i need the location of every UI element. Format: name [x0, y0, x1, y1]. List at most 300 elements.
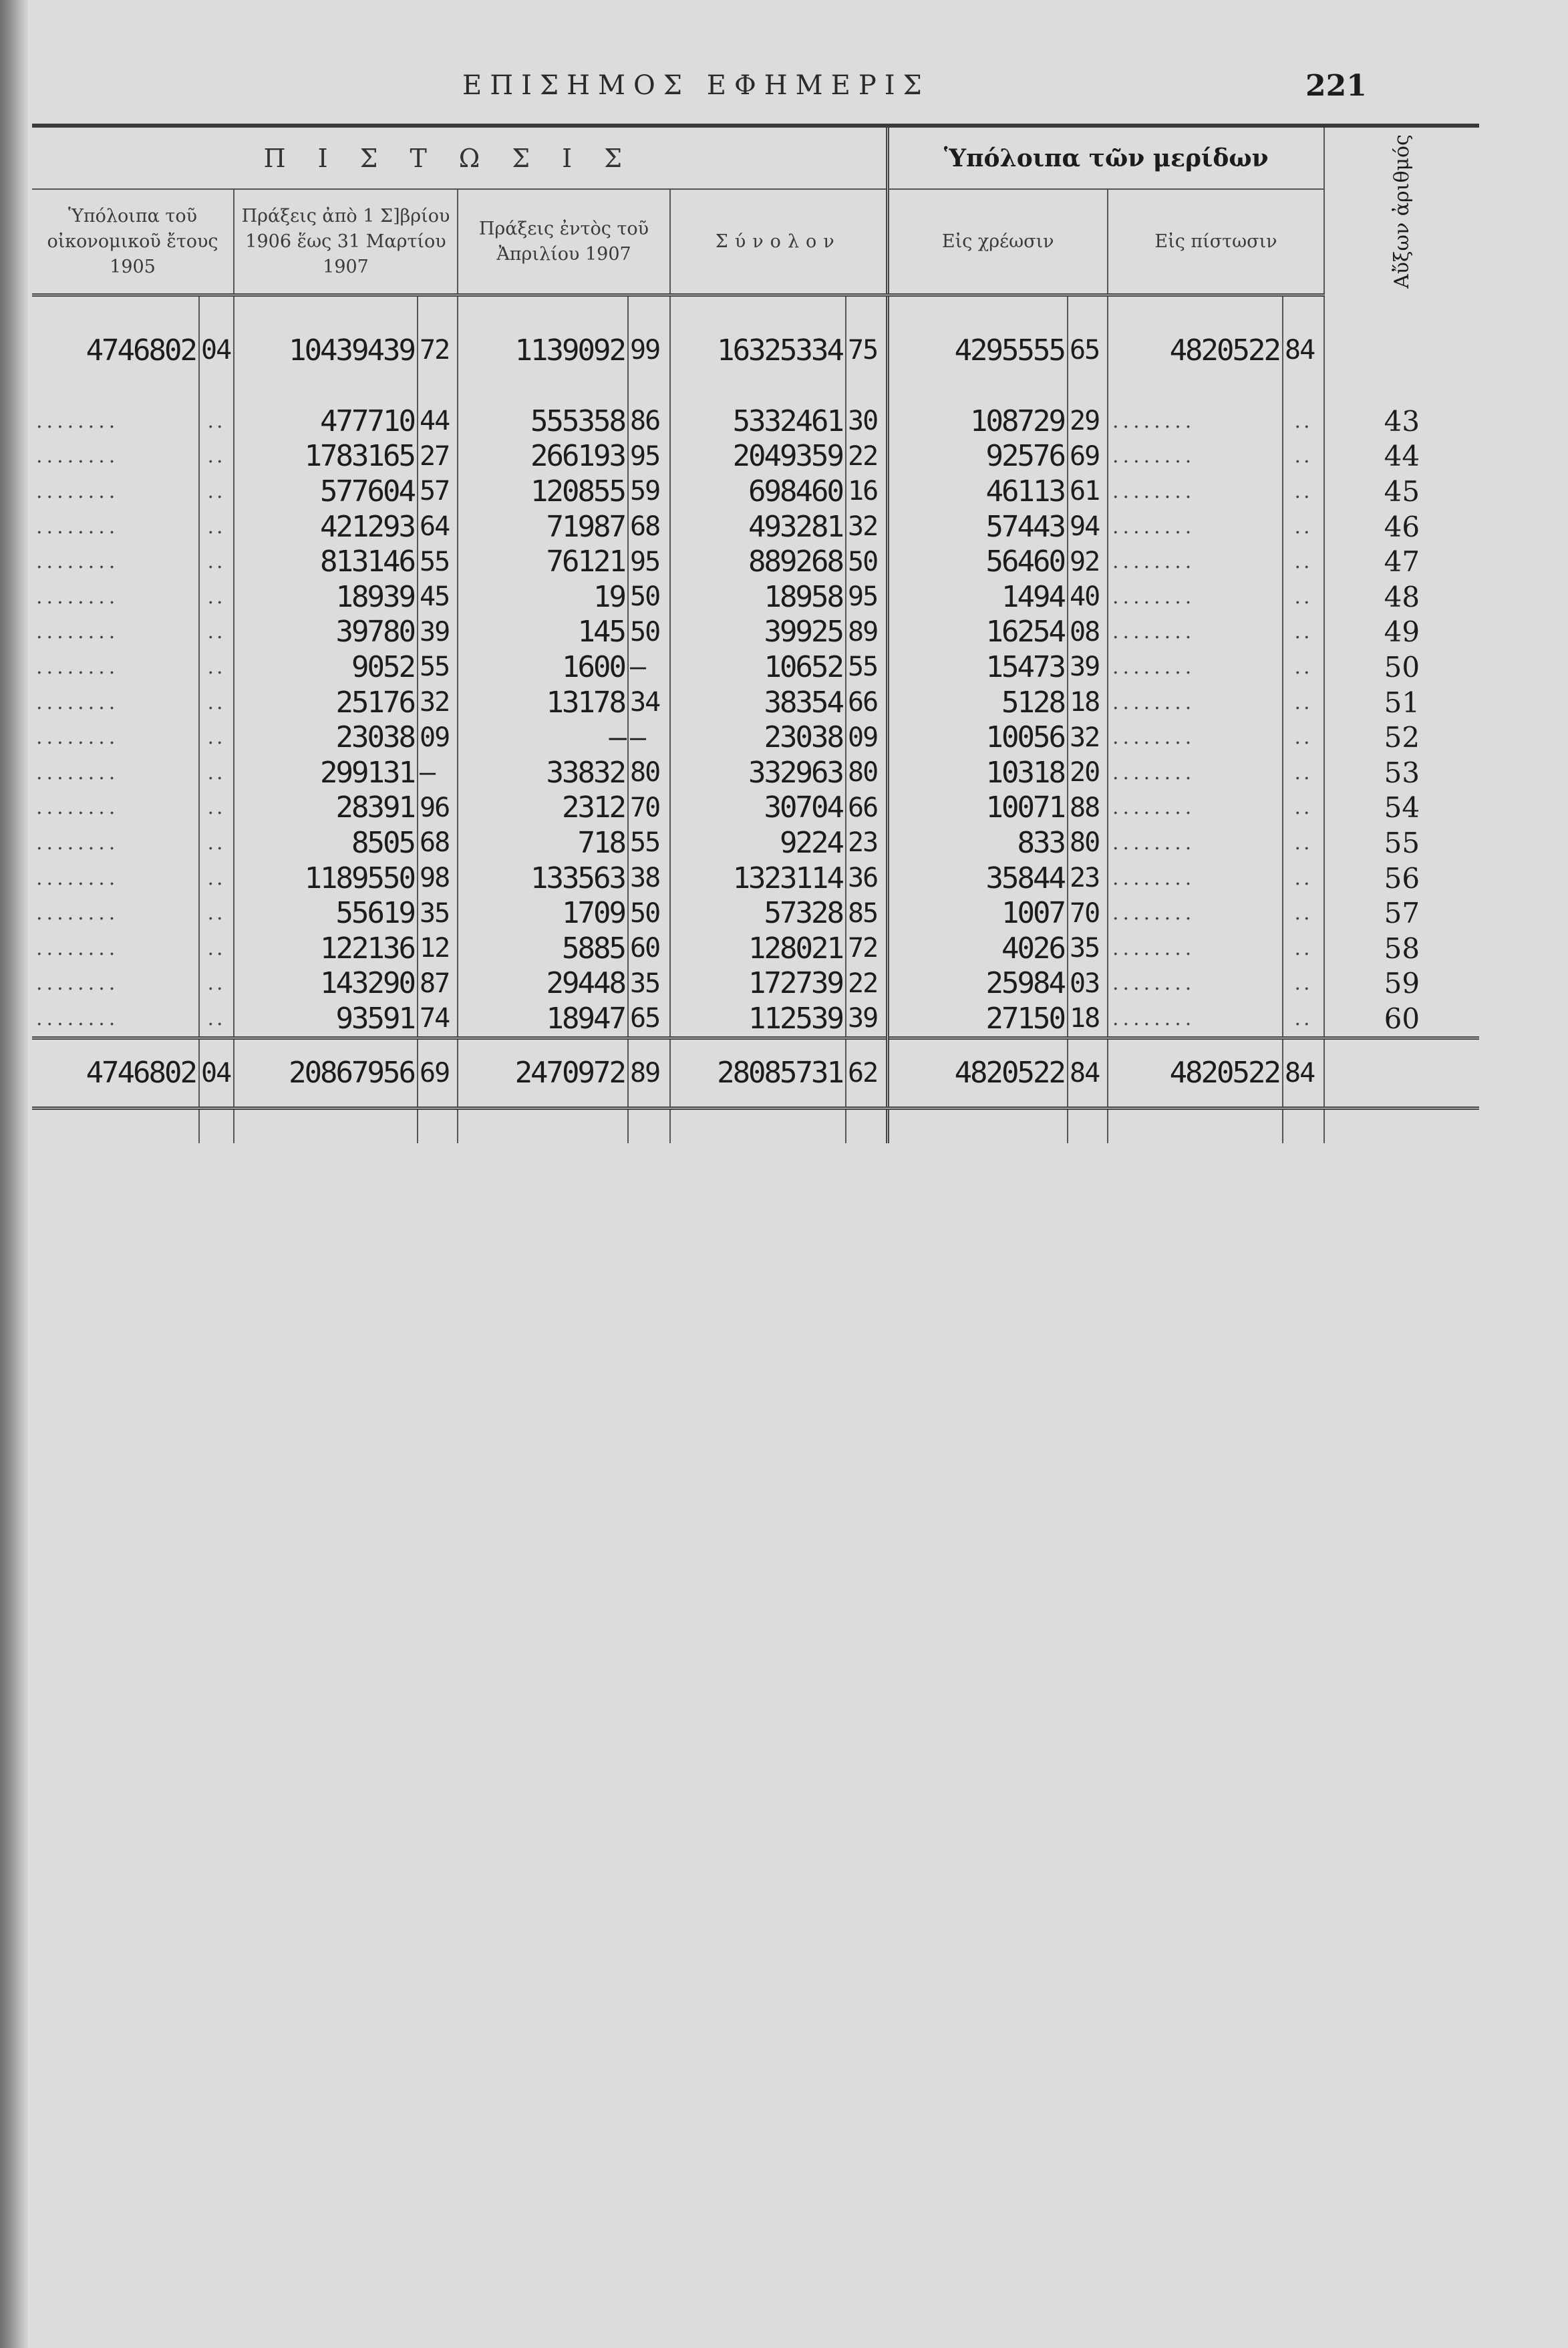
cell-amount: 10056	[887, 720, 1068, 755]
cell-dots: ..	[1283, 544, 1324, 579]
cell-amount: 9052	[234, 649, 418, 685]
cell-cents: 27	[418, 439, 458, 474]
ledger-body	[32, 295, 1479, 1038]
cell-amount: 55619	[234, 895, 418, 931]
cell-dots: ........	[36, 655, 120, 679]
table-row	[32, 544, 1479, 579]
cell-dots: ........	[1108, 931, 1283, 966]
cell-cents: 85	[846, 895, 887, 931]
cell-dots: ........	[36, 726, 120, 750]
cell-amount: 577604	[234, 474, 418, 509]
cell-dots: ........	[36, 515, 120, 539]
cell-dots: ........	[1108, 404, 1283, 439]
col-header-debit: Εἰς χρέωσιν	[887, 189, 1108, 295]
tail-cell	[1068, 1108, 1108, 1143]
cell-dots: ........	[36, 620, 120, 644]
cell-dots: ........	[36, 479, 120, 503]
cell-amount: 39925	[670, 615, 846, 650]
cell-dots: ..	[1283, 439, 1324, 474]
cell-index: 44	[1324, 439, 1479, 474]
cell-cents: 65	[628, 1001, 670, 1038]
cell-dots: ..	[1283, 579, 1324, 615]
cell-amount: 833	[887, 825, 1068, 861]
cell-amount: 10318	[887, 755, 1068, 790]
total-cents: 89	[628, 1038, 670, 1108]
header-pistosis: ΠΙΣΤΩΣΙΣ	[263, 143, 655, 173]
cell-amount: 1494	[887, 579, 1068, 615]
cell-amount: 145	[458, 615, 628, 650]
cell-amount: 112539	[670, 1001, 846, 1038]
cell-amount: 39780	[234, 615, 418, 650]
cell-dots: ..	[199, 649, 234, 685]
cell-amount: 25984	[887, 966, 1068, 1002]
cell-cents: 09	[846, 720, 887, 755]
cell-amount: 38354	[670, 685, 846, 720]
cell-amount: 1323114	[670, 861, 846, 896]
cell-dots: ..	[1283, 615, 1324, 650]
cell-amount: 76121	[458, 544, 628, 579]
col-header-credit: Εἰς πίστωσιν	[1108, 189, 1324, 295]
cell-dots: ..	[199, 825, 234, 861]
cell-amount: 25176	[234, 685, 418, 720]
cell-amount: 2049359	[670, 439, 846, 474]
cell-dots: ..	[199, 404, 234, 439]
cell-amount: 4746802	[86, 333, 196, 368]
header-column-row	[32, 189, 1479, 295]
cell-amount: 1189550	[234, 861, 418, 896]
total-amount: 2470972	[458, 1038, 628, 1108]
table-row	[32, 931, 1479, 966]
cell-amount: 16254	[887, 615, 1068, 650]
table-row	[32, 404, 1479, 439]
cell-cents: —	[628, 649, 670, 685]
cell-cents: 68	[418, 825, 458, 861]
cell-dots: ..	[199, 861, 234, 896]
cell-cents: 89	[846, 615, 887, 650]
cell-cents: 98	[418, 861, 458, 896]
cell-amount: 93591	[234, 1001, 418, 1038]
cell-cents: 35	[418, 895, 458, 931]
cell-index: 57	[1324, 895, 1479, 931]
cell-amount: 813146	[234, 544, 418, 579]
cell-index: 45	[1324, 474, 1479, 509]
cell-amount: 35844	[887, 861, 1068, 896]
tail-cell	[234, 1108, 418, 1143]
cell-cents: 50	[628, 895, 670, 931]
total-cents: 84	[1068, 1038, 1108, 1108]
cell-amount: 4026	[887, 931, 1068, 966]
cell-amount: 33832	[458, 755, 628, 790]
total-amount: 28085731	[670, 1038, 846, 1108]
cell-cents: 50	[628, 615, 670, 650]
cell-dots: ..	[1283, 895, 1324, 931]
cell-dots: ........	[36, 760, 120, 784]
cell-amount: 493281	[670, 509, 846, 545]
cell-dots: ..	[1283, 755, 1324, 790]
cell-dots: ........	[36, 1006, 120, 1030]
cell-cents: 12	[418, 931, 458, 966]
cell-cents: 70	[628, 790, 670, 826]
cell-amount: 698460	[670, 474, 846, 509]
cell-cents: 40	[1068, 579, 1108, 615]
cell-amount: 1709	[458, 895, 628, 931]
col-header-ops-april: Πράξεις ἐντὸς τοῦ Ἀπριλίου 1907	[458, 189, 670, 295]
cell-amount: 1139092	[458, 295, 628, 404]
cell-cents: 30	[846, 404, 887, 439]
cell-dots: ..	[1283, 861, 1324, 896]
col-header-balance-1905: Ὑπόλοιπα τοῦ οἰκονομικοῦ ἔτους 1905	[32, 189, 234, 295]
total-amount: 4820522	[1108, 1038, 1283, 1108]
cell-dots: ..	[199, 439, 234, 474]
cell-cents: 80	[628, 755, 670, 790]
header-axon	[1324, 126, 1479, 295]
cell-cents: 66	[846, 790, 887, 826]
table-row	[32, 439, 1479, 474]
cell-cents: 72	[418, 295, 458, 404]
total-cents: 84	[1283, 1038, 1324, 1108]
cell-amount: 8505	[234, 825, 418, 861]
ledger-table-container	[32, 124, 1479, 1143]
cell-dots: ..	[1283, 474, 1324, 509]
cell-amount: 18947	[458, 1001, 628, 1038]
cell-cents: 35	[628, 966, 670, 1002]
cell-index: 51	[1324, 685, 1479, 720]
cell-amount: —	[458, 720, 628, 755]
cell-amount: 143290	[234, 966, 418, 1002]
cell-amount: 28391	[234, 790, 418, 826]
total-cents: 62	[846, 1038, 887, 1108]
cell-cents: 68	[628, 509, 670, 545]
cell-cents: 57	[418, 474, 458, 509]
total-amount: 20867956	[234, 1038, 418, 1108]
total-amount: 4820522	[887, 1038, 1068, 1108]
tail-cell	[1108, 1108, 1283, 1143]
cell-cents: 66	[846, 685, 887, 720]
cell-amount: 1600	[458, 649, 628, 685]
cell-dots: ........	[36, 936, 120, 960]
cell-cents: 22	[846, 439, 887, 474]
cell-index: 55	[1324, 825, 1479, 861]
cell-dots: ..	[1283, 825, 1324, 861]
table-row	[32, 720, 1479, 755]
scan-left-margin	[0, 0, 28, 2348]
cell-cents: 20	[1068, 755, 1108, 790]
col-header-total: Σύνολον	[670, 189, 887, 295]
cell-cents: 38	[628, 861, 670, 896]
cell-amount: 92576	[887, 439, 1068, 474]
cell-amount: 266193	[458, 439, 628, 474]
cell-cents: 80	[846, 755, 887, 790]
cell-cents: 39	[1068, 649, 1108, 685]
cell-cents: 16	[846, 474, 887, 509]
cell-dots: ..	[199, 579, 234, 615]
cell-cents: 29	[1068, 404, 1108, 439]
cell-amount: 889268	[670, 544, 846, 579]
cell-dots: ........	[36, 866, 120, 890]
col-header-ops-1906: Πράξεις ἀπὸ 1 Σ]βρίου 1906 ἕως 31 Μαρτίου 1907	[234, 189, 458, 295]
cell-dots: ..	[199, 474, 234, 509]
cell-cents: 34	[628, 685, 670, 720]
cell-amount: 23038	[234, 720, 418, 755]
cell-dots: ..	[1283, 509, 1324, 545]
cell-amount: 421293	[234, 509, 418, 545]
tail-cell	[670, 1108, 846, 1143]
cell-dots: ..	[199, 895, 234, 931]
cell-cents: 60	[628, 931, 670, 966]
table-row	[32, 755, 1479, 790]
cell-index: 47	[1324, 544, 1479, 579]
cell-amount: 57443	[887, 509, 1068, 545]
cell-cents: 75	[846, 295, 887, 404]
cell-dots: ..	[199, 1001, 234, 1038]
cell-cents: 32	[846, 509, 887, 545]
cell-amount: 718	[458, 825, 628, 861]
table-row	[32, 474, 1479, 509]
cell-cents: 32	[1068, 720, 1108, 755]
cell-cents: 23	[1068, 861, 1108, 896]
cell-amount: 13178	[458, 685, 628, 720]
table-row	[32, 649, 1479, 685]
header-group-row	[32, 126, 1479, 189]
cell-dots: ..	[199, 720, 234, 755]
table-row	[32, 895, 1479, 931]
cell-index: 48	[1324, 579, 1479, 615]
tail-cell	[887, 1108, 1068, 1143]
cell-cents: 72	[846, 931, 887, 966]
cell-amount: 5332461	[670, 404, 846, 439]
cell-cents: 08	[1068, 615, 1108, 650]
cell-amount: 19	[458, 579, 628, 615]
cell-dots: ........	[1108, 895, 1283, 931]
cell-amount: 46113	[887, 474, 1068, 509]
cell-dots: ........	[36, 444, 120, 468]
cell-index: 46	[1324, 509, 1479, 545]
total-cents: 04	[199, 1038, 234, 1108]
cell-dots: ..	[199, 509, 234, 545]
cell-dots: ..	[199, 685, 234, 720]
cell-index: 60	[1324, 1001, 1479, 1038]
cell-amount: 57328	[670, 895, 846, 931]
cell-dots: ........	[1108, 579, 1283, 615]
cell-dots: ..	[1283, 720, 1324, 755]
cell-cents: 55	[418, 649, 458, 685]
cell-dots: ........	[36, 831, 120, 855]
cell-dots: ..	[199, 755, 234, 790]
cell-cents: 22	[846, 966, 887, 1002]
tail-cell	[628, 1108, 670, 1143]
cell-dots: ........	[36, 972, 120, 996]
cell-dots: ..	[199, 931, 234, 966]
tail-cell	[1283, 1108, 1324, 1143]
cell-dots: ........	[36, 409, 120, 433]
table-row	[32, 1001, 1479, 1038]
cell-dots: ........	[1108, 720, 1283, 755]
page-header	[28, 63, 1431, 104]
cell-amount: 1783165	[234, 439, 418, 474]
cell-amount: 477710	[234, 404, 418, 439]
cell-amount: 27150	[887, 1001, 1068, 1038]
cell-dots: ........	[1108, 649, 1283, 685]
cell-cents: 64	[418, 509, 458, 545]
cell-dots: ........	[1108, 825, 1283, 861]
cell-dots: ..	[1283, 966, 1324, 1002]
cell-index: 58	[1324, 931, 1479, 966]
cell-dots: ..	[1283, 1001, 1324, 1038]
cell-cents: 35	[1068, 931, 1108, 966]
cell-amount: 71987	[458, 509, 628, 545]
cell-dots: ........	[1108, 509, 1283, 545]
cell-cents: 39	[418, 615, 458, 650]
first-row	[32, 295, 1479, 404]
cell-cents: 18	[1068, 685, 1108, 720]
tail-cell	[199, 1108, 234, 1143]
cell-cents: 69	[1068, 439, 1108, 474]
cell-cents: 45	[418, 579, 458, 615]
cell-cents: 95	[846, 579, 887, 615]
cell-index: 50	[1324, 649, 1479, 685]
cell-index: 59	[1324, 966, 1479, 1002]
cell-dots: ........	[1108, 755, 1283, 790]
cell-cents: 96	[418, 790, 458, 826]
table-row	[32, 579, 1479, 615]
cell-dots: ........	[1108, 615, 1283, 650]
cell-cents: 95	[628, 439, 670, 474]
cell-amount: 15473	[887, 649, 1068, 685]
total-row	[32, 1038, 1479, 1108]
cell-cents: 94	[1068, 509, 1108, 545]
cell-dots: ........	[36, 585, 120, 609]
cell-amount: 555358	[458, 404, 628, 439]
cell-amount: 9224	[670, 825, 846, 861]
cell-dots: ..	[199, 790, 234, 826]
ledger-table	[32, 124, 1479, 1143]
cell-dots: ........	[1108, 544, 1283, 579]
cell-cents: 44	[418, 404, 458, 439]
cell-cents: 70	[1068, 895, 1108, 931]
cell-amount: 128021	[670, 931, 846, 966]
cell-amount: 332963	[670, 755, 846, 790]
cell-cents: 87	[418, 966, 458, 1002]
cell-index: 54	[1324, 790, 1479, 826]
cell-cents: 59	[628, 474, 670, 509]
cell-dots: ..	[1283, 649, 1324, 685]
cell-dots: ........	[36, 550, 120, 574]
cell-amount: 23038	[670, 720, 846, 755]
table-row	[32, 825, 1479, 861]
cell-amount: 56460	[887, 544, 1068, 579]
tail-rule-row	[32, 1108, 1479, 1143]
tail-cell	[846, 1108, 887, 1143]
cell-cents: 18	[1068, 1001, 1108, 1038]
cell-cents: 92	[1068, 544, 1108, 579]
cell-cents: 95	[628, 544, 670, 579]
cell-cents: —	[418, 755, 458, 790]
cell-dots: ..	[1283, 685, 1324, 720]
table-row	[32, 861, 1479, 896]
header-axon-label: Αὔξων ἀριθμός	[1390, 134, 1414, 289]
cell-dots: ..	[199, 966, 234, 1002]
cell-index: 53	[1324, 755, 1479, 790]
tail-cell	[418, 1108, 458, 1143]
tail-cell	[32, 1108, 199, 1143]
cell-amount: 5128	[887, 685, 1068, 720]
cell-amount: 172739	[670, 966, 846, 1002]
page-number: 221	[1305, 69, 1367, 103]
cell-cents: 55	[846, 649, 887, 685]
cell-cents: 55	[628, 825, 670, 861]
cell-cents: 36	[846, 861, 887, 896]
cell-dots: ........	[1108, 790, 1283, 826]
cell-amount: 120855	[458, 474, 628, 509]
cell-cents: 04	[199, 295, 234, 404]
cell-dots: ..	[1283, 790, 1324, 826]
cell-cents: 88	[1068, 790, 1108, 826]
cell-amount: 10652	[670, 649, 846, 685]
cell-cents: 39	[846, 1001, 887, 1038]
cell-index: 43	[1324, 404, 1479, 439]
total-cents: 69	[418, 1038, 458, 1108]
table-row	[32, 685, 1479, 720]
cell-index: 49	[1324, 615, 1479, 650]
cell-cents: 80	[1068, 825, 1108, 861]
cell-cents: 99	[628, 295, 670, 404]
cell-amount: 4295555	[887, 295, 1068, 404]
cell-amount: 18939	[234, 579, 418, 615]
cell-amount: 10439439	[234, 295, 418, 404]
total-index	[1324, 1038, 1479, 1108]
cell-amount: 29448	[458, 966, 628, 1002]
cell-cents: 50	[628, 579, 670, 615]
cell-cents: 03	[1068, 966, 1108, 1002]
cell-amount: 4820522	[1108, 295, 1283, 404]
cell-amount: 299131	[234, 755, 418, 790]
cell-amount: 30704	[670, 790, 846, 826]
cell-cents: 74	[418, 1001, 458, 1038]
total-amount: 4746802	[32, 1038, 199, 1108]
cell-amount: 1007	[887, 895, 1068, 931]
cell-index: 52	[1324, 720, 1479, 755]
cell-cents: 86	[628, 404, 670, 439]
cell-dots: ........	[1108, 474, 1283, 509]
cell-cents: 09	[418, 720, 458, 755]
tail-cell	[458, 1108, 628, 1143]
cell-cents: 32	[418, 685, 458, 720]
cell-dots: ........	[36, 901, 120, 925]
cell-cents: 84	[1283, 295, 1324, 404]
table-row	[32, 790, 1479, 826]
cell-amount: 10071	[887, 790, 1068, 826]
cell-amount: 133563	[458, 861, 628, 896]
cell-index: 56	[1324, 861, 1479, 896]
cell-amount: 5885	[458, 931, 628, 966]
cell-amount: 2312	[458, 790, 628, 826]
cell-dots: ..	[1283, 404, 1324, 439]
cell-cents: 23	[846, 825, 887, 861]
cell-dots: ........	[1108, 439, 1283, 474]
cell-dots: ........	[36, 690, 120, 714]
cell-dots: ........	[1108, 685, 1283, 720]
table-row	[32, 615, 1479, 650]
cell-dots: ........	[1108, 861, 1283, 896]
cell-cents: 61	[1068, 474, 1108, 509]
cell-amount: 16325334	[670, 295, 846, 404]
cell-dots: ..	[199, 615, 234, 650]
table-row	[32, 966, 1479, 1002]
cell-index	[1324, 295, 1479, 404]
table-row	[32, 509, 1479, 545]
cell-cents: 65	[1068, 295, 1108, 404]
cell-cents: 55	[418, 544, 458, 579]
